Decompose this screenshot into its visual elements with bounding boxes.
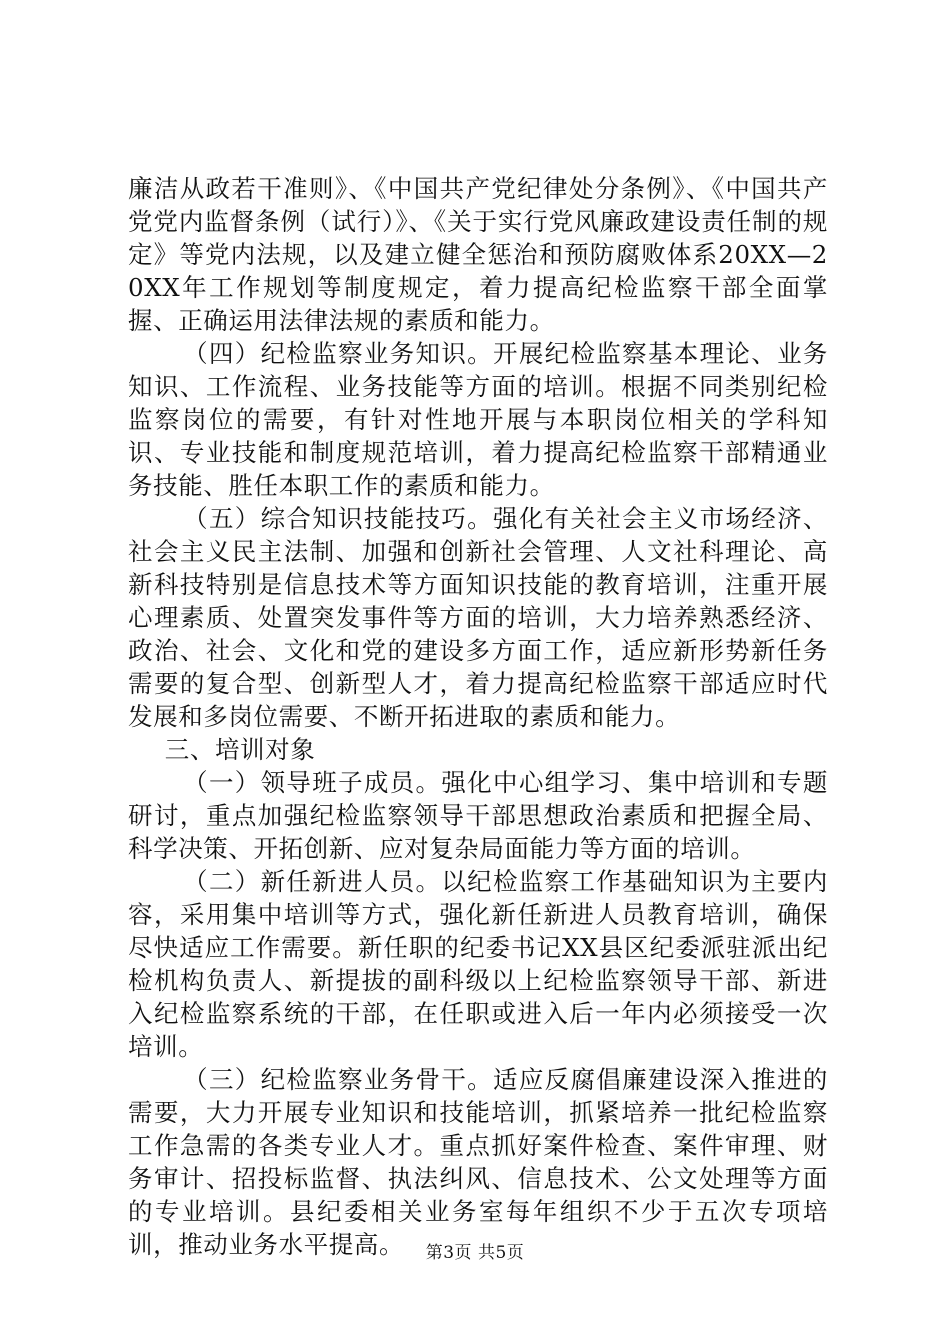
paragraph-leadership-members: （一）领导班子成员。强化中心组学习、集中培训和专题研讨，重点加强纪检监察领导干部思想政治素质和把握全局、科学决策、开拓创新、应对复杂局面能力等方面的培训。	[128, 768, 828, 863]
paragraph-comprehensive-skills: （五）综合知识技能技巧。强化有关社会主义市场经济、社会主义民主法制、加强和创新社会管理、人文社科理论、高新科技特别是信息技术等方面知识技能的教育培训，注重开展心理素质、处置突发事件等方面的培训，大力培养熟悉经济、政治、社会、文化和党的建设多方面工作，适应新形势新任务需要的复合型、创新型人才，着力提高纪检监察干部适应时代发展和多岗位需要、不断开拓进取的素质和能力。	[128, 504, 828, 731]
paragraph-regulations-continued: 廉洁从政若干准则》、《中国共产党纪律处分条例》、《中国共产党党内监督条例（试行）》、《关于实行党风廉政建设责任制的规定》等党内法规，以及建立健全惩治和预防腐败体系20XX—20XX年工作规划等制度规定，着力提高纪检监察干部全面掌握、正确运用法律法规的素质和能力。	[128, 174, 828, 335]
document-body	[128, 172, 828, 1261]
paragraph-business-backbone: （三）纪检监察业务骨干。适应反腐倡廉建设深入推进的需要，大力开展专业知识和技能培训，抓紧培养一批纪检监察工作急需的各类专业人才。重点抓好案件检查、案件审理、财务审计、招投标监督、执法纠风、信息技术、公文处理等方面的专业培训。县纪委相关业务室每年组织不少于五次专项培训，推动业务水平提高。	[128, 1065, 828, 1259]
paragraph-new-personnel: （二）新任新进人员。以纪检监察工作基础知识为主要内容，采用集中培训等方式，强化新任新进人员教育培训，确保尽快适应工作需要。新任职的纪委书记XX县区纪委派驻派出纪检机构负责人、新提拔的副科级以上纪检监察领导干部、新进入纪检监察系统的干部，在任职或进入后一年内必须接受一次培训。	[128, 867, 828, 1061]
page-number-footer: 第3页 共5页	[425, 1243, 525, 1263]
paragraph-business-knowledge: （四）纪检监察业务知识。开展纪检监察基本理论、业务知识、工作流程、业务技能等方面的培训。根据不同类别纪检监察岗位的需要，有针对性地开展与本职岗位相关的学科知识、专业技能和制度规范培训，着力提高纪检监察干部精通业务技能、胜任本职工作的素质和能力。	[128, 339, 828, 500]
section-heading-training-targets: 三、培训对象	[164, 735, 316, 764]
